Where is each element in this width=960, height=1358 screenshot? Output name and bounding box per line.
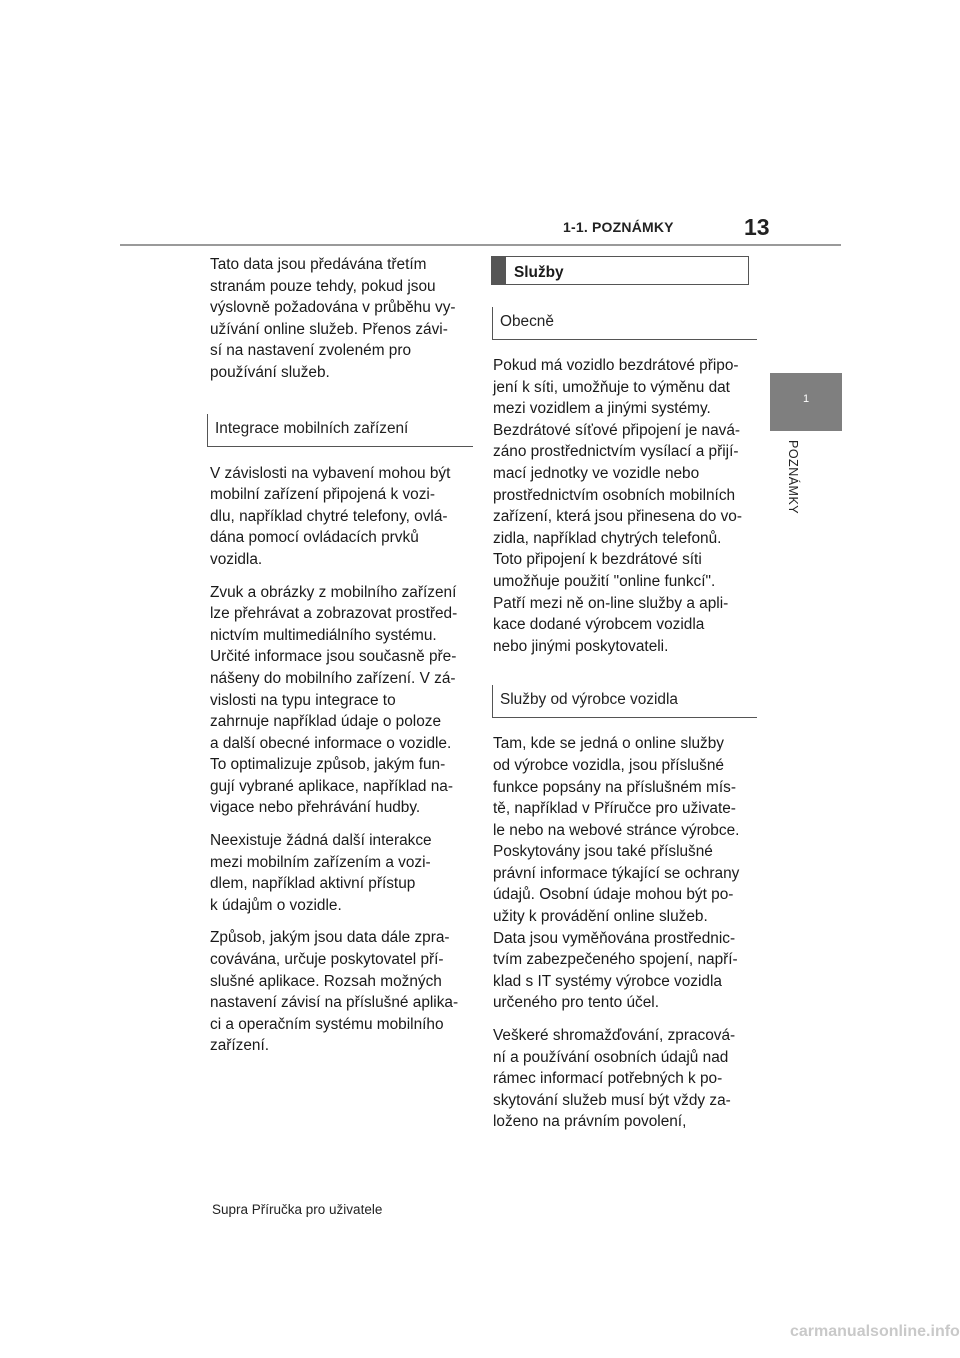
text-line: mezi vozidlem a jinými systémy.	[493, 400, 711, 418]
text-line: dlem, například aktivní přístup	[210, 875, 416, 893]
text-line: lze přehrávat a zobrazovat prostřed-	[210, 605, 458, 623]
text-line: gují vybrané aplikace, například na-	[210, 777, 453, 795]
paragraph	[210, 830, 468, 916]
text-line: určeného pro tento účel.	[493, 994, 659, 1012]
chapter-tab	[770, 373, 842, 431]
text-line: tě, například v Příručce pro uživate-	[493, 800, 736, 818]
text-line: To optimalizuje způsob, jakým fun-	[210, 756, 446, 774]
text-line: nictvím multimediálního systému.	[210, 626, 437, 644]
intro-paragraph	[210, 254, 468, 384]
section-box-services	[491, 256, 749, 285]
text-line: Patří mezi ně on-line služby a apli-	[493, 594, 729, 612]
text-line: od výrobce vozidla, jsou příslušné	[493, 756, 724, 774]
text-line: V závislosti na vybavení mohou být	[210, 464, 451, 482]
left-column	[210, 254, 468, 1068]
text-line: kace dodané výrobcem vozidla	[493, 616, 705, 634]
text-line: le nebo na webové stránce výrobce.	[493, 821, 740, 839]
paragraph	[493, 733, 751, 1014]
text-line: Způsob, jakým jsou data dále zpra-	[210, 929, 450, 947]
paragraph	[493, 355, 751, 657]
text-line: k údajům o vozidle.	[210, 896, 342, 914]
text-line: právní informace týkající se ochrany	[493, 864, 740, 882]
text-line: ci a operačním systému mobilního	[210, 1015, 444, 1033]
paragraph	[210, 463, 468, 571]
text-line: Určité informace jsou současně pře-	[210, 648, 457, 666]
subheading-manufacturer-services: Služby od výrobce vozidla	[492, 685, 757, 718]
text-line: zidla, například chytrých telefonů.	[493, 529, 722, 547]
text-line: užívání online služeb. Přenos závi-	[210, 320, 448, 338]
text-line: jení k síti, umožňuje to výměnu dat	[493, 378, 730, 396]
text-line: Poskytovány jsou také příslušné	[493, 843, 713, 861]
paragraph	[493, 1025, 751, 1133]
text-line: slušné aplikace. Rozsah možných	[210, 972, 442, 990]
text-line: dána pomocí ovládacích prvků	[210, 529, 419, 547]
subheading-general: Obecně	[492, 307, 757, 340]
right-column	[493, 254, 751, 1144]
text-line: nastavení závisí na příslušné aplika-	[210, 994, 459, 1012]
text-line: výslovně požadována v průběhu vy-	[210, 299, 456, 317]
text-line: údajů. Osobní údaje mohou být po-	[493, 886, 734, 904]
text-line: ní a používání osobních údajů nad	[493, 1048, 729, 1066]
text-line: nebo jinými poskytovateli.	[493, 637, 669, 655]
text-line: skytování služeb musí být vždy za-	[493, 1091, 731, 1109]
text-line: rámec informací potřebných k po-	[493, 1070, 723, 1088]
text-line: dlu, například chytré telefony, ovlá-	[210, 507, 448, 525]
text-line: sí na nastavení zvoleném pro	[210, 342, 412, 360]
subheading-mobile-integration: Integrace mobilních zařízení	[207, 414, 473, 447]
text-line: Bezdrátové síťové připojení je navá-	[493, 421, 741, 439]
footer-text: Supra Příručka pro uživatele	[212, 1202, 383, 1217]
text-line: Neexistuje žádná další interakce	[210, 832, 432, 850]
text-line: mezi mobilním zařízením a vozi-	[210, 853, 431, 871]
text-line: prostřednictvím osobních mobilních	[493, 486, 736, 504]
text-line: a další obecné informace o vozidle.	[210, 734, 452, 752]
text-line: používání služeb.	[210, 363, 330, 381]
text-line: zahrnuje například údaje o poloze	[210, 713, 442, 731]
text-line: Toto připojení k bezdrátové síti	[493, 551, 702, 569]
page-number: 13	[744, 214, 770, 240]
text-line: stranám pouze tehdy, pokud jsou	[210, 277, 436, 295]
text-line: zařízení.	[210, 1037, 270, 1055]
text-line: vislosti na typu integrace to	[210, 691, 396, 709]
text-line: Veškeré shromažďování, zpracová-	[493, 1027, 736, 1045]
text-line: covávána, určuje poskytovatel pří-	[210, 951, 444, 969]
text-line: tvím zabezpečeného spojení, napří-	[493, 951, 738, 969]
text-line: Zvuk a obrázky z mobilního zařízení	[210, 583, 457, 601]
text-line: loženo na právním povolení,	[493, 1113, 687, 1131]
text-line: záno prostřednictvím vysílací a přijí-	[493, 443, 739, 461]
text-line: nášeny do mobilního zařízení. V zá-	[210, 669, 456, 687]
chapter-tab-label: POZNÁMKY	[786, 440, 800, 515]
text-line: funkce popsány na příslušném mís-	[493, 778, 736, 796]
text-line: klad s IT systémy výrobce vozidla	[493, 972, 722, 990]
text-line: vigace nebo přehrávání hudby.	[210, 799, 421, 817]
text-line: Tam, kde se jedná o online služby	[493, 735, 724, 753]
text-line: Data jsou vyměňována prostřednic-	[493, 929, 736, 947]
text-line: zařízení, která jsou přinesena do vo-	[493, 508, 742, 526]
text-line: užity k provádění online služeb.	[493, 908, 708, 926]
paragraph	[210, 582, 468, 820]
header-rule	[120, 244, 841, 246]
header-section-title: 1-1. POZNÁMKY	[563, 219, 674, 235]
section-title: Služby	[514, 264, 564, 281]
text-line: mobilní zařízení připojená k vozi-	[210, 486, 435, 504]
chapter-tab-number: 1	[802, 393, 810, 405]
watermark: carmanualsonline.info	[790, 1323, 960, 1340]
section-box-marker	[492, 257, 506, 284]
text-line: umožňuje použití "online funkcí".	[493, 572, 716, 590]
text-line: vozidla.	[210, 550, 263, 568]
text-line: mací jednotky ve vozidle nebo	[493, 464, 700, 482]
text-line: Tato data jsou předávána třetím	[210, 256, 427, 273]
paragraph	[210, 927, 468, 1057]
text-line: Pokud má vozidlo bezdrátové připo-	[493, 357, 739, 374]
